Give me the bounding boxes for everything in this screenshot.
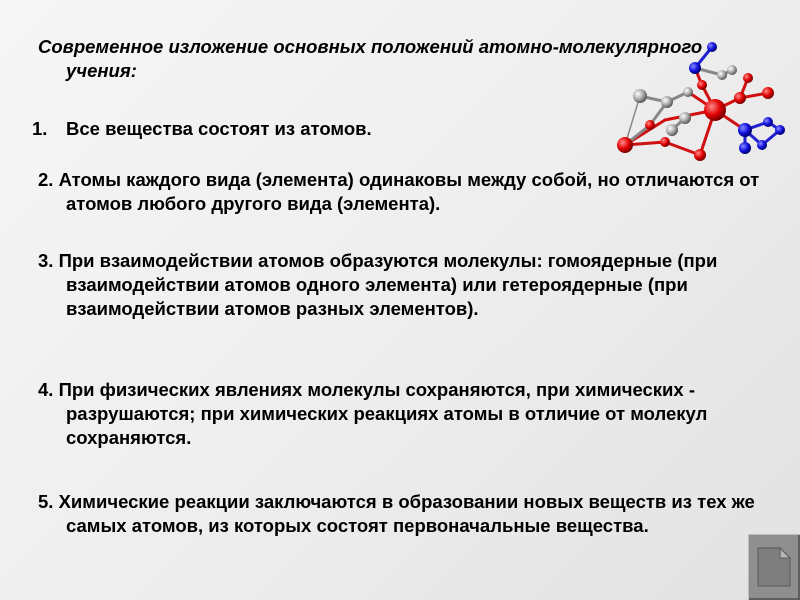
page-corner-icon — [756, 546, 792, 588]
list-item-4: 4. При физических явлениях молекулы сохраняются, при химических - разрушаются; при химических реакциях атомы в отличие от молекул сохраняются. — [38, 379, 708, 448]
molecule-model-icon — [590, 30, 800, 180]
list-item-2: 2. Атомы каждого вида (элемента) одинаковы между собой, но отличаются от атомов любого другого вида (элемента). — [38, 169, 760, 214]
list-item-1 — [32, 117, 372, 141]
list-item-number: 1. — [32, 118, 48, 139]
list-item-text: Все вещества состоят из атомов. — [66, 118, 372, 139]
slide-title: Современное изложение основных положений атомно-молекулярного учения: — [38, 36, 703, 81]
list-item-3: 3. При взаимодействии атомов образуются молекулы: гомоядерные (при взаимодействии атомов одного элемента) или гетероядерные (при взаимодействии атомов разных элементов). — [38, 250, 718, 319]
next-slide-button[interactable] — [748, 534, 800, 600]
list-item-5: 5. Химические реакции заключаются в образовании новых веществ из тех же самых атомов, из которых состоят первоначальные вещества. — [38, 491, 755, 536]
